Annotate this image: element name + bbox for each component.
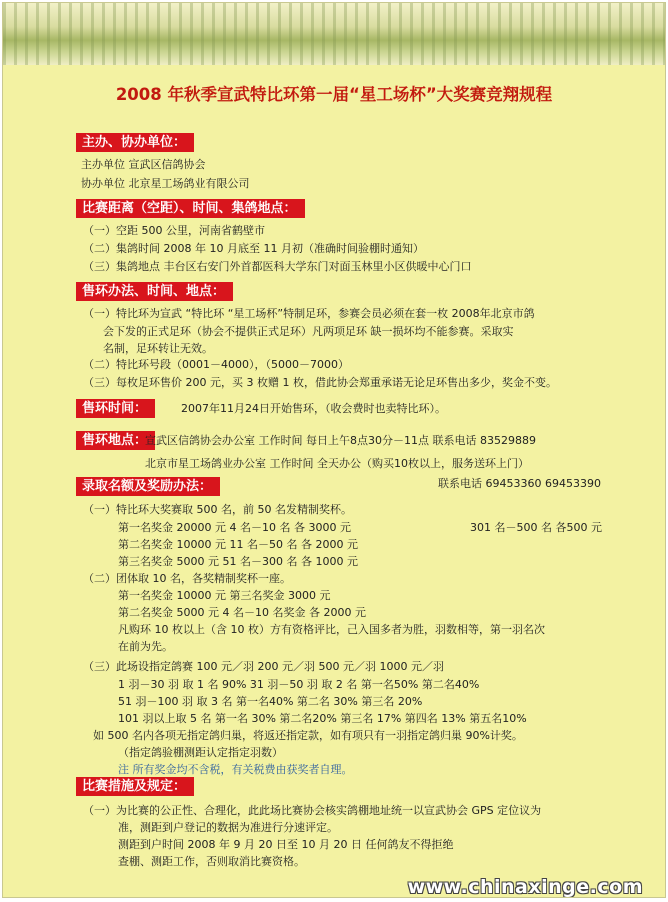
prize-line: 在前为先。 [118,640,173,653]
prize-line: 凡购环 10 枚以上（含 10 枚）方有资格评比，己入国多者为胜，羽数相等，第一羽名次 [118,623,545,636]
section-header-organizers: 主办、协办单位： [76,133,194,152]
prize-line: 51 羽－100 羽 取 3 名 第一名40% 第二名 30% 第三名 20% [118,695,423,708]
document-page [2,2,666,898]
watermark-text: www.chinaxinge.com [407,876,643,898]
contact-phone-line: 联系电话 69453360 69453390 [438,477,601,490]
tax-note: 注 所有奖金均不含税，有关税费由获奖者自理。 [118,763,353,776]
sale-time-text: 2007年11月24日开始售环，（收会费时也卖特比环）。 [181,402,446,415]
prize-line: 如 500 名内各项无指定鸽归巢，将返还指定款，如有项只有一羽指定鸽归巢 90%计奖。 [93,729,523,742]
sale-place-line: 北京市星工场鸽业办公室 工作时间 全天办公（购买10枚以上，服务送环上门） [145,457,529,470]
section-header-sale-time: 售环时间： [76,399,155,418]
prize-line: 第二名奖金 10000 元 11 名－50 名 各 2000 元 [118,538,358,551]
prize-line: （一）特比环大奖赛取 500 名，前 50 名发精制奖杯。 [83,503,352,516]
collection-place-line: （三）集鸽地点 丰台区右安门外首都医科大学东门对面玉林里小区供暖中心门口 [83,260,472,273]
section-header-ring-sales: 售环办法、时间、地点： [76,282,233,301]
header-banner-image [3,3,665,65]
ring-rule-line: （一）特比环为宣武 “特比环 “星工场杯”特制足环，参赛会员必须在套一枚 2008年北京市鸽 [83,307,535,320]
prize-line: 1 羽－30 羽 取 1 名 90% 31 羽－50 羽 取 2 名 第一名50% 第二名40% [118,678,480,691]
prize-line: （三）此场设指定鸽赛 100 元／羽 200 元／羽 500 元／羽 1000 元／羽 [83,660,444,673]
rule-line: （一）为比赛的公正性、合理化，此此场比赛协会核实鸽棚地址统一以宣武协会 GPS 定位议为 [83,804,542,817]
prize-line: 第二名奖金 5000 元 4 名－10 名奖金 各 2000 元 [118,606,366,619]
prize-line: 第三名奖金 5000 元 51 名－300 名 各 1000 元 [118,555,358,568]
rule-line: 准，测距到户登记的数据为准进行分速评定。 [118,821,338,834]
prize-line: （指定鸽验棚测距认定指定羽数） [118,746,283,759]
section-header-rules: 比赛措施及规定： [76,777,194,796]
section-header-distance: 比赛距离（空距）、时间、集鸽地点： [76,199,305,218]
section-header-prizes: 录取名额及奖励办法： [76,477,220,496]
prize-line: （二）团体取 10 名，各奖精制奖杯一座。 [83,572,291,585]
section-header-sale-place: 售环地点： [76,431,155,450]
sale-place-line: 宣武区信鸽协会办公室 工作时间 每日上午8点30分－11点 联系电话 83529889 [145,434,536,447]
co-organizer-line: 协办单位 北京星工场鸽业有限公司 [81,177,250,190]
rule-line: 测距到户时间 2008 年 9 月 20 日至 10 月 20 日 任何鸽友不得拒绝 [118,838,454,851]
rule-line: 查棚、测距工作，否则取消比赛资格。 [118,855,305,868]
ring-number-range-line: （二）特比环号段（0001－4000），（5000－7000） [83,358,349,371]
prize-line: 第一名奖金 20000 元 4 名－10 名 各 3000 元 [118,521,351,534]
collection-time-line: （二）集鸽时间 2008 年 10 月底至 11 月初（准确时间验棚时通知） [83,242,424,255]
prize-line: 101 羽以上取 5 名 第一名 30% 第二名20% 第三名 17% 第四名 13% 第五名10% [118,712,527,725]
prize-line: 第一名奖金 10000 元 第三名奖金 3000 元 [118,589,331,602]
organizer-line: 主办单位 宣武区信鸽协会 [81,158,206,171]
document-title: 2008 年秋季宣武特比环第一届“星工场杯”大奖赛竞翔规程 [115,85,553,104]
ring-rule-line: 会下发的正式足环（协会不提供正式足环）凡两项足环 缺一损坏均不能参赛。采取实 [103,325,514,338]
distance-line: （一）空距 500 公里，河南省鹤壁市 [83,224,265,237]
ring-rule-line: 名制，足环转让无效。 [103,342,213,355]
prize-line: 301 名－500 名 各500 元 [470,521,602,534]
ring-price-line: （三）每枚足环售价 200 元，买 3 枚赠 1 枚，借此协会郑重承诺无论足环售出多少，奖金不变。 [83,376,557,389]
